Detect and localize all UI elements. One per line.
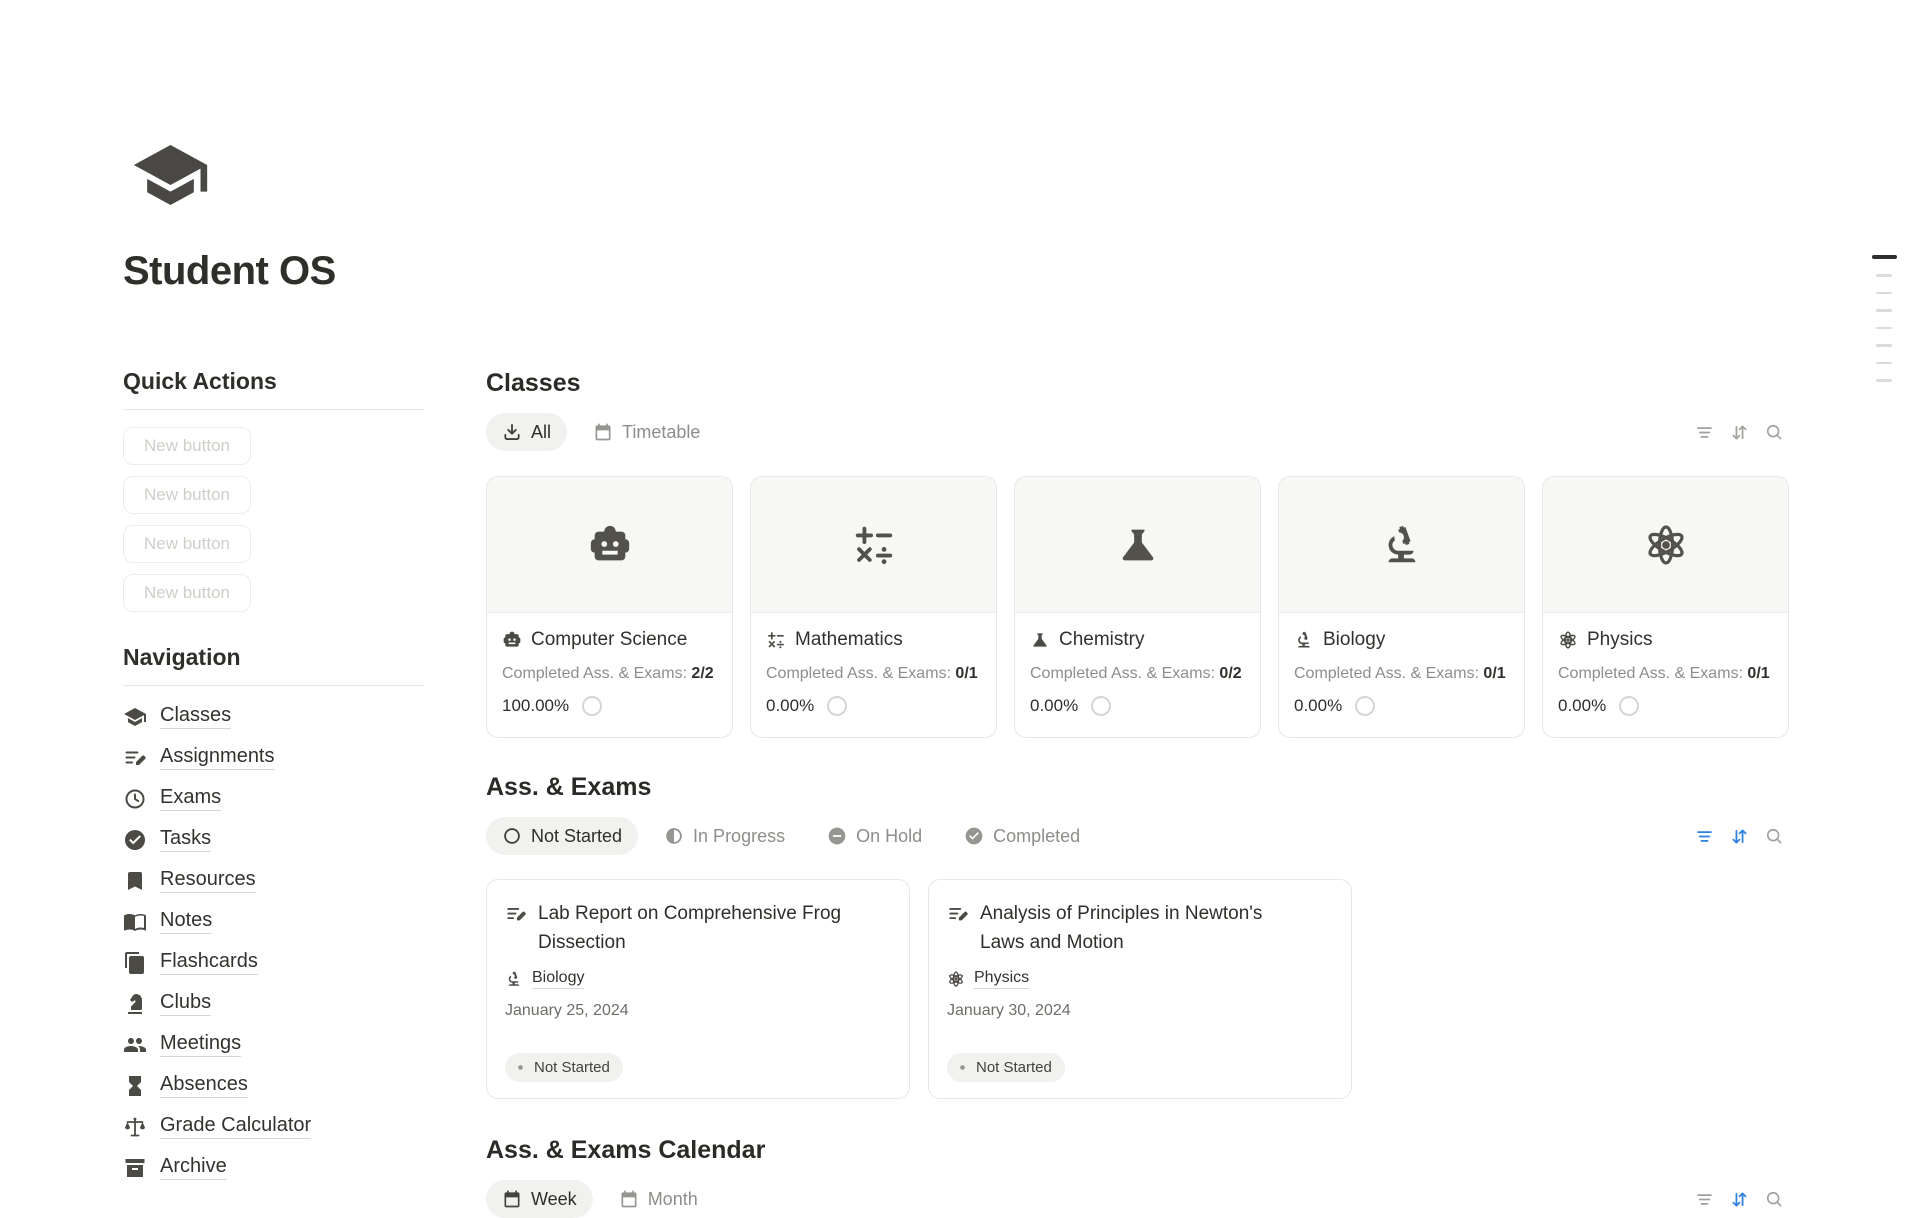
classes-section [486,368,1790,738]
sidebar [123,135,425,1188]
chess-knight-icon [123,992,147,1016]
completed-label: Completed Ass. & Exams: [1030,665,1215,682]
assignments-heading: Ass. & Exams [486,773,652,801]
microscope-icon [1379,522,1425,568]
sidebar-item-resources[interactable] [123,860,425,901]
scale-icon [123,1115,147,1139]
progress-ring [1619,696,1639,716]
assignment-class[interactable] [947,969,1333,989]
calendar-icon [619,1189,639,1209]
class-name: Mathematics [795,629,903,650]
bookmark-icon [123,869,147,893]
tab-label: In Progress [693,825,786,846]
assignments-tabrow [486,817,1790,855]
download-icon [502,422,522,442]
sort-icon[interactable] [1729,422,1750,443]
card-body [1279,613,1524,732]
toc-line[interactable] [1876,344,1892,347]
search-icon[interactable] [1764,1189,1784,1209]
atom-icon [1558,630,1578,650]
robot-icon [587,522,633,568]
percent-line [766,696,981,716]
people-icon [123,1033,147,1057]
class-title [1294,629,1509,651]
toc-line[interactable] [1876,362,1892,365]
tab-label: Not Started [531,825,623,846]
quick-actions-heading: Quick Actions [123,368,425,410]
hourglass-icon [123,1074,147,1098]
class-name: Chemistry [1059,629,1145,650]
tab-label: Completed [993,825,1081,846]
book-open-icon [123,910,147,934]
toc-line[interactable] [1876,274,1892,277]
progress-ring [1355,696,1375,716]
status-dot-icon [515,1062,526,1073]
circle-outline-icon [502,826,522,846]
class-card-physics[interactable] [1542,476,1789,738]
card-body [487,613,732,732]
status-label: Not Started [534,1059,610,1076]
status-badge [947,1053,1065,1082]
sidebar-item-notes[interactable] [123,901,425,942]
percent-line [1558,696,1773,716]
completed-label: Completed Ass. & Exams: [766,665,951,682]
completed-line [1294,665,1509,683]
class-name: Physics [1587,629,1653,650]
class-link[interactable]: Biology [532,969,584,989]
quick-actions-group [123,427,425,612]
robot-icon [502,630,522,650]
completed-value: 0/1 [1747,665,1770,682]
sidebar-item-grade-calculator[interactable] [123,1106,425,1147]
sidebar-item-meetings[interactable] [123,1024,425,1065]
atom-icon [1643,522,1689,568]
calendar-section [486,1135,1790,1218]
class-title [1030,629,1245,651]
assignments-section [486,772,1790,1099]
completed-label: Completed Ass. & Exams: [502,665,687,682]
assignment-icon [123,746,147,770]
filter-icon[interactable] [1694,826,1715,847]
flask-icon [1115,522,1161,568]
sidebar-item-label: Archive [160,1155,227,1180]
status-badge [505,1053,623,1082]
class-cards [486,476,1790,738]
filter-icon[interactable] [1694,422,1715,443]
toc-line[interactable] [1876,327,1892,330]
sidebar-item-label: Assignments [160,745,275,770]
tab-week[interactable] [486,1180,593,1218]
percent-value: 0.00% [1558,696,1607,715]
assignment-title-text: Analysis of Principles in Newton's Laws and Motion [980,903,1263,953]
sidebar-item-label: Exams [160,786,221,811]
sort-icon[interactable] [1729,826,1750,847]
card-body [751,613,996,732]
card-banner [487,477,732,613]
tab-month[interactable] [603,1180,714,1218]
sidebar-item-flashcards[interactable] [123,942,425,983]
cards-icon [123,951,147,975]
completed-value: 2/2 [691,665,714,682]
sidebar-item-label: Notes [160,909,212,934]
assignment-title [947,899,1333,957]
class-title [766,629,981,651]
assignment-date: January 30, 2024 [947,1002,1071,1019]
sidebar-item-exams[interactable] [123,778,425,819]
classes-heading: Classes [486,369,581,397]
calendar-icon [502,1189,522,1209]
assignments-toolbar [1694,826,1790,847]
completed-line [502,665,717,683]
sidebar-item-archive[interactable] [123,1147,425,1188]
progress-ring [827,696,847,716]
class-title [502,629,717,651]
assignment-card-frog-dissection[interactable] [486,879,910,1099]
percent-line [502,696,717,716]
archive-icon [123,1156,147,1180]
sidebar-item-label: Meetings [160,1032,241,1057]
percent-value: 0.00% [1030,696,1079,715]
percent-line [1294,696,1509,716]
tab-not-started[interactable] [486,817,638,855]
tab-label: Week [531,1188,577,1209]
sidebar-item-tasks[interactable] [123,819,425,860]
class-name: Biology [1323,629,1386,650]
check-circle-icon [123,828,147,852]
sidebar-item-label: Resources [160,868,256,893]
completed-line [1558,665,1773,683]
math-operations-icon [851,522,897,568]
new-button[interactable]: New button [123,476,251,514]
assignment-icon [505,903,527,925]
status-label: Not Started [976,1059,1052,1076]
percent-value: 0.00% [1294,696,1343,715]
percent-value: 0.00% [766,696,815,715]
toc-line[interactable] [1876,292,1892,295]
tab-label: On Hold [856,825,923,846]
navigation-list [123,696,425,1188]
classes-toolbar [1694,422,1790,443]
classes-tabrow [486,413,1790,451]
navigation-heading: Navigation [123,644,425,686]
main-content [486,368,1790,1218]
completed-label: Completed Ass. & Exams: [1558,665,1743,682]
tab-label: Timetable [622,421,701,442]
filter-icon[interactable] [1694,1189,1715,1210]
card-banner [751,477,996,613]
assignment-icon [947,903,969,925]
page-title: Student OS [123,249,336,293]
new-button[interactable]: New button [123,427,251,465]
tab-timetable[interactable] [577,413,716,451]
new-button[interactable]: New button [123,574,251,612]
class-title [1558,629,1773,651]
flask-icon [1030,630,1050,650]
sidebar-item-assignments[interactable] [123,737,425,778]
graduation-cap-icon [123,705,147,729]
sidebar-item-label: Clubs [160,991,211,1016]
class-link[interactable]: Physics [974,969,1029,989]
toc-line[interactable] [1876,379,1892,382]
table-of-contents-indicator [1871,255,1897,382]
atom-icon [947,970,965,988]
tab-label: All [531,421,552,442]
sidebar-item-label: Classes [160,704,231,729]
microscope-icon [1294,630,1314,650]
tab-all[interactable] [486,413,567,451]
assignment-title [505,899,891,957]
assignment-class[interactable] [505,969,891,989]
assignment-cards [486,879,1790,1099]
calendar-toolbar [1694,1189,1790,1210]
half-circle-icon [664,826,684,846]
completed-value: 0/2 [1219,665,1242,682]
card-body [1015,613,1260,732]
completed-label: Completed Ass. & Exams: [1294,665,1479,682]
class-name: Computer Science [531,629,688,650]
completed-value: 0/1 [1483,665,1506,682]
graduation-cap-icon [123,135,218,215]
microscope-icon [505,970,523,988]
assignment-date: January 25, 2024 [505,1002,629,1019]
calendar-icon [593,422,613,442]
sidebar-item-label: Flashcards [160,950,258,975]
completed-line [1030,665,1245,683]
new-button[interactable]: New button [123,525,251,563]
math-operations-icon [766,630,786,650]
class-card-biology[interactable] [1278,476,1525,738]
sidebar-item-label: Grade Calculator [160,1114,311,1139]
tab-completed[interactable] [948,817,1096,855]
progress-ring [1091,696,1111,716]
tab-on-hold[interactable] [811,817,938,855]
sidebar-item-classes[interactable] [123,696,425,737]
completed-line [766,665,981,683]
percent-line [1030,696,1245,716]
assignment-title-text: Lab Report on Comprehensive Frog Dissection [538,903,842,953]
progress-ring [582,696,602,716]
class-card-computer-science[interactable] [486,476,733,738]
sidebar-item-label: Tasks [160,827,211,852]
status-dot-icon [957,1062,968,1073]
sort-icon[interactable] [1729,1189,1750,1210]
toc-line[interactable] [1876,309,1892,312]
tab-in-progress[interactable] [648,817,801,855]
minus-circle-icon [827,826,847,846]
sidebar-item-absences[interactable] [123,1065,425,1106]
card-body [1543,613,1788,732]
card-banner [1543,477,1788,613]
sidebar-item-clubs[interactable] [123,983,425,1024]
completed-value: 0/1 [955,665,978,682]
card-banner [1015,477,1260,613]
clock-icon [123,787,147,811]
percent-value: 100.00% [502,696,570,715]
class-card-mathematics[interactable] [750,476,997,738]
sidebar-item-label: Absences [160,1073,248,1098]
search-icon[interactable] [1764,826,1784,846]
class-card-chemistry[interactable] [1014,476,1261,738]
tab-label: Month [647,1188,698,1209]
calendar-heading: Ass. & Exams Calendar [486,1136,766,1164]
card-banner [1279,477,1524,613]
toc-line-active[interactable] [1872,255,1897,259]
check-circle-icon [964,826,984,846]
assignment-card-newtons-laws[interactable] [928,879,1352,1099]
calendar-tabrow [486,1180,1790,1218]
search-icon[interactable] [1764,422,1784,442]
